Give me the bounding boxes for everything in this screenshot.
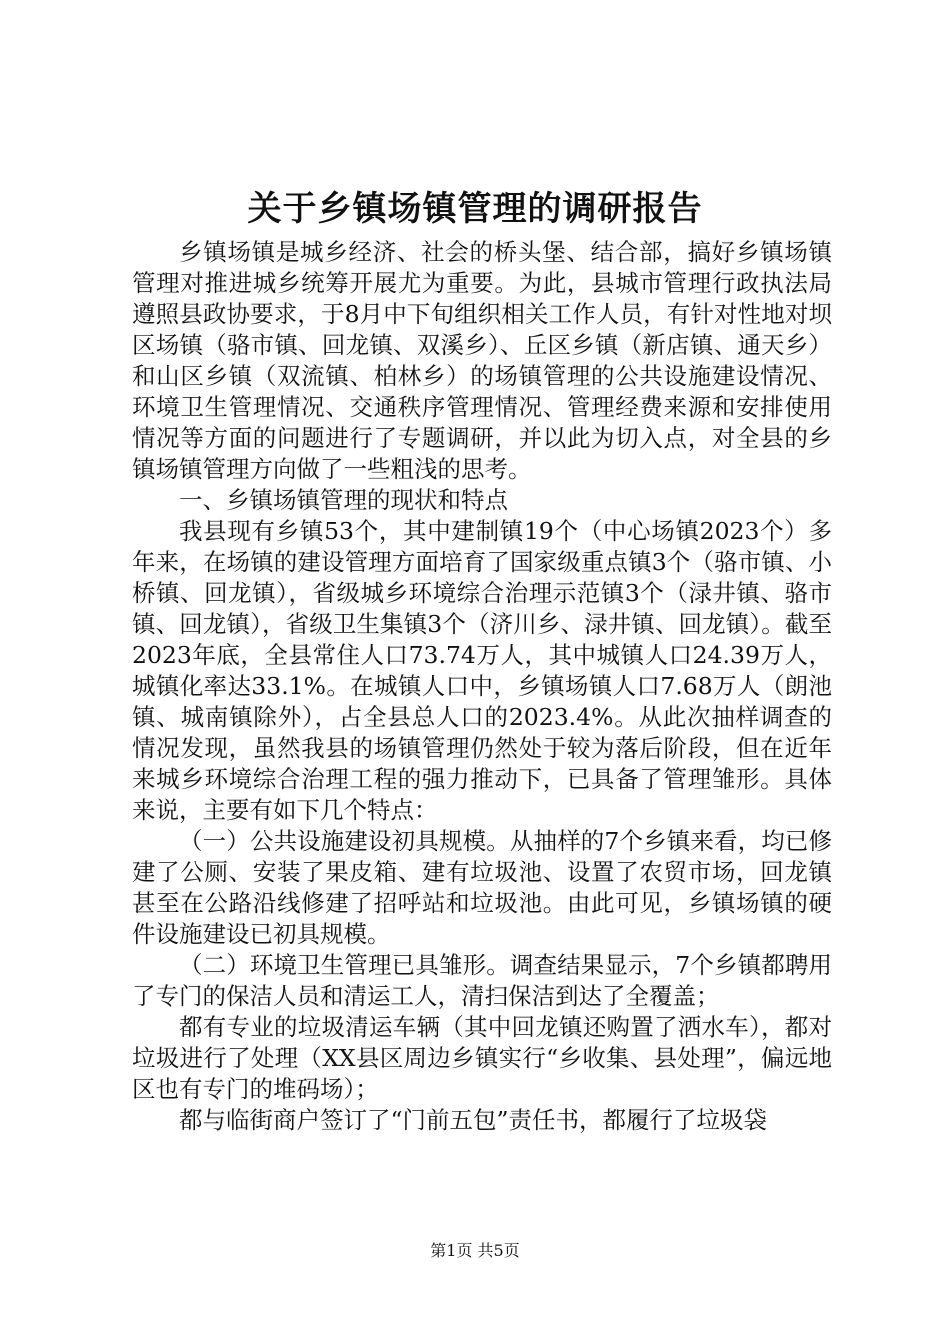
section-heading: 一、乡镇场镇管理的现状和特点 (179, 486, 508, 514)
paragraph-intro: 乡镇场镇是城乡经济、社会的桥头堡、结合部，搞好乡镇场镇管理对推进城乡统筹开展尤为重要。为此，县城市管理行政执法局遵照县政协要求，于8月中下旬组织相关工作人员，有针对性地对坝区场镇（骆市镇、回龙镇、双溪乡）、丘区乡镇（新店镇、通天乡）和山区乡镇（双流镇、柏林乡）的场镇管理的公共设施建设情况、环境卫生管理情况、交通秩序管理情况、管理经费来源和安排使用情况等方面的问题进行了专题调研，并以此为切入点，对全县的乡镇场镇管理方向做了一些粗浅的思考。 (132, 238, 832, 483)
paragraph-merchants: 都与临街商户签订了“门前五包”责任书，都履行了垃圾袋 (179, 1106, 768, 1134)
page-indicator: 第1页 共5页 (430, 1241, 520, 1260)
document-title: 关于乡镇场镇管理的调研报告 (247, 189, 703, 229)
paragraph-status: 我县现有乡镇53个，其中建制镇19个（中心场镇2023个）多年来，在场镇的建设管理方面培育了国家级重点镇3个（骆市镇、小桥镇、回龙镇），省级城乡环境综合治理示范镇3个（渌井镇、骆市镇、回龙镇），省级卫生集镇3个（济川乡、渌井镇、回龙镇）。截至2023年底，全县常住人口73.74万人，其中城镇人口24.39万人，城镇化率达33.1%。在城镇人口中，乡镇场镇人口7.68万人（朗池镇、城南镇除外），占全县总人口的2023.4%。从此次抽样调查的情况发现，虽然我县的场镇管理仍然处于较为落后阶段，但在近年来城乡环境综合治理工程的强力推动下，已具备了管理雏形。具体来说，主要有如下几个特点： (132, 517, 832, 824)
document-body (132, 237, 832, 1136)
paragraph-vehicles: 都有专业的垃圾清运车辆（其中回龙镇还购置了洒水车），都对垃圾进行了处理（XX县区周边乡镇实行“乡收集、县处理”，偏远地区也有专门的堆码场）； (132, 1013, 832, 1103)
paragraph-sanitation: （二）环境卫生管理已具雏形。调查结果显示，7个乡镇都聘用了专门的保洁人员和清运工人，清扫保洁到达了全覆盖； (132, 951, 832, 1010)
paragraph-facilities: （一）公共设施建设初具规模。从抽样的7个乡镇来看，均已修建了公厕、安装了果皮箱、建有垃圾池、设置了农贸市场，回龙镇甚至在公路沿线修建了招呼站和垃圾池。由此可见，乡镇场镇的硬件设施建设已初具规模。 (132, 827, 832, 948)
